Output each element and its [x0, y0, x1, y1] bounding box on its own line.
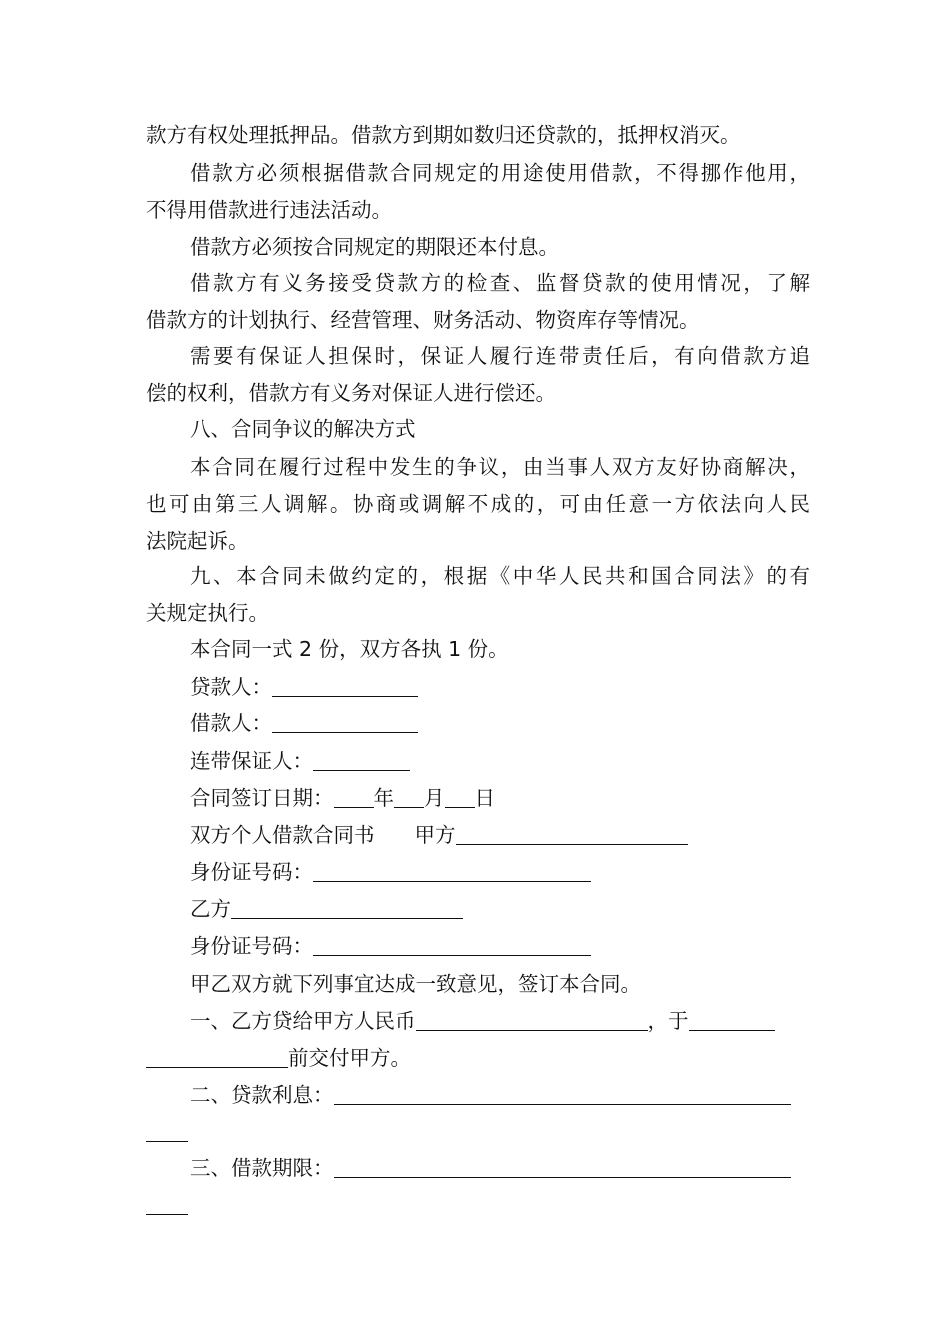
amount-blank[interactable]	[416, 1008, 648, 1031]
day-label: 日	[474, 786, 495, 810]
borrower-signature-line	[146, 705, 810, 742]
text-line: 也可由第三人调解。协商或调解不成的，可由任意一方依法向人民	[146, 492, 810, 516]
id-number-b-blank[interactable]	[313, 933, 591, 956]
clause-1-by: ，于	[647, 1009, 689, 1033]
guarantor-signature-line	[146, 743, 810, 780]
text-line: 借款方必须根据借款合同规定的用途使用借款，不得挪作他用，	[190, 161, 810, 185]
lender-signature-line	[146, 669, 810, 706]
lender-label: 贷款人：	[190, 675, 272, 699]
text-line: 不得用借款进行违法活动。	[146, 198, 392, 222]
term-blank-continued[interactable]	[146, 1192, 188, 1215]
text-line: 甲乙双方就下列事宜达成一致意见，签订本合同。	[190, 972, 641, 996]
year-label: 年	[373, 786, 394, 810]
id-number-b-line	[146, 928, 810, 965]
sign-date-line	[146, 780, 810, 817]
paragraph-inspection	[146, 265, 810, 339]
delivery-date-blank[interactable]	[689, 1008, 775, 1031]
clause-1	[146, 1003, 810, 1077]
text-line: 法院起诉。	[146, 529, 249, 553]
text-line: 需要有保证人担保时，保证人履行连带责任后，有向借款方追	[190, 344, 810, 368]
id-number-a-label: 身份证号码：	[190, 860, 313, 884]
day-blank[interactable]	[445, 785, 475, 808]
text-line: 本合同一式 2 份，双方各执 1 份。	[190, 637, 509, 661]
paragraph-unspecified	[146, 558, 810, 632]
party-b-blank[interactable]	[231, 896, 463, 919]
paragraph-mortgage	[146, 117, 810, 154]
agreement-line	[146, 966, 810, 1003]
id-number-a-blank[interactable]	[313, 859, 591, 882]
year-blank[interactable]	[334, 785, 374, 808]
text-line: 本合同在履行过程中发生的争议，由当事人双方友好协商解决，	[190, 455, 810, 479]
paragraph-dispute	[146, 449, 810, 560]
clause-2-label: 二、贷款利息：	[190, 1083, 334, 1107]
text-line: 借款方的计划执行、经营管理、财务活动、物资库存等情况。	[146, 308, 700, 332]
guarantor-blank[interactable]	[313, 748, 410, 771]
borrower-label: 借款人：	[190, 711, 272, 735]
month-blank[interactable]	[394, 785, 424, 808]
paragraph-repayment	[146, 229, 810, 266]
interest-blank[interactable]	[334, 1082, 791, 1105]
party-b-label: 乙方	[190, 897, 231, 921]
clause-1-tail: 前交付甲方。	[288, 1046, 411, 1070]
interest-blank-continued[interactable]	[146, 1119, 188, 1142]
id-number-a-line	[146, 854, 810, 891]
text-line: 款方有权处理抵押品。借款方到期如数归还贷款的，抵押权消灭。	[146, 123, 741, 147]
paragraph-loan-usage	[146, 155, 810, 229]
contract-title: 双方个人借款合同书	[190, 823, 375, 847]
sign-date-label: 合同签订日期：	[190, 786, 334, 810]
party-a-label: 甲方	[414, 823, 456, 847]
clause-2	[146, 1077, 810, 1151]
text-line: 偿的权利，借款方有义务对保证人进行偿还。	[146, 381, 556, 405]
month-label: 月	[424, 786, 445, 810]
text-line: 关规定执行。	[146, 601, 269, 625]
clause-1-text: 一、乙方贷给甲方人民币	[190, 1009, 416, 1033]
lender-blank[interactable]	[272, 674, 418, 697]
term-blank[interactable]	[334, 1155, 791, 1178]
text-line: 九、本合同未做约定的，根据《中华人民共和国合同法》的有	[190, 564, 810, 588]
section-heading-dispute	[146, 411, 810, 448]
paragraph-guarantor	[146, 338, 810, 412]
paragraph-copies	[146, 631, 810, 668]
clause-3-label: 三、借款期限：	[190, 1156, 334, 1180]
borrower-blank[interactable]	[272, 710, 418, 733]
delivery-date-blank-continued[interactable]	[146, 1045, 288, 1068]
party-b-line	[146, 891, 810, 928]
text-line: 借款方必须按合同规定的期限还本付息。	[190, 235, 559, 259]
clause-3	[146, 1150, 810, 1224]
id-number-b-label: 身份证号码：	[190, 934, 313, 958]
contract-title-line	[146, 817, 810, 854]
text-line: 借款方有义务接受贷款方的检查、监督贷款的使用情况，了解	[190, 271, 810, 295]
party-a-blank[interactable]	[456, 822, 688, 845]
text-line: 八、合同争议的解决方式	[190, 417, 416, 441]
guarantor-label: 连带保证人：	[190, 749, 313, 773]
